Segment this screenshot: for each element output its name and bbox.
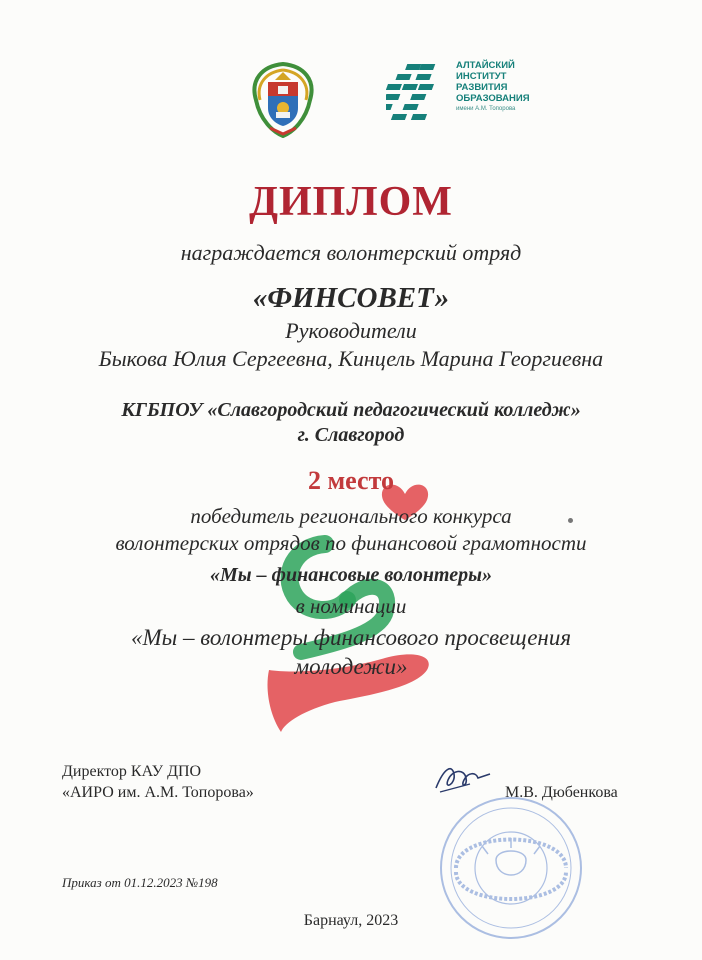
logo-line: ИНСТИТУТ [456,71,507,82]
contest-line: волонтерских отрядов по финансовой грамотности [115,531,587,555]
director-title-line-1: Директор КАУ ДПО [62,763,202,780]
contest-name: «Мы – финансовые волонтеры» [210,564,492,586]
footer-place-year: Барнаул, 2023 [303,912,399,929]
logo-subtitle: имени А.М. Топорова [456,106,516,112]
logo-line: АЛТАЙСКИЙ [456,60,515,71]
place-badge: 2 место [307,466,395,495]
nomination-line-2: молодежи» [294,654,408,679]
nomination-line-1: «Мы – волонтеры финансового просвещения [130,625,572,650]
team-name: «ФИНСОВЕТ» [252,282,450,314]
logo-line: ОБРАЗОВАНИЯ [456,93,530,104]
leaders-label: Руководители [285,318,417,343]
award-line: награждается волонтерский отряд [180,240,522,265]
city-name: г. Славгород [297,424,405,446]
logo-line: РАЗВИТИЯ [456,82,508,93]
signer-name: М.В. Дюбенкова [505,784,618,801]
altai-coat-of-arms-icon [248,60,318,138]
director-title-line-2: «АИРО им. А.М. Топорова» [62,784,254,801]
winner-line: победитель регионального конкурса [190,504,512,528]
leaders-names: Быкова Юлия Сергеевна, Кинцель Марина Георгиевна [98,346,604,371]
nomination-label: в номинации [295,594,407,618]
order-reference: Приказ от 01.12.2023 №198 [62,875,218,890]
diploma-title: ДИПЛОМ [249,179,453,225]
institute-logo-text [456,60,530,115]
organization-name: КГБПОУ «Славгородский педагогический колледж» [121,399,581,421]
